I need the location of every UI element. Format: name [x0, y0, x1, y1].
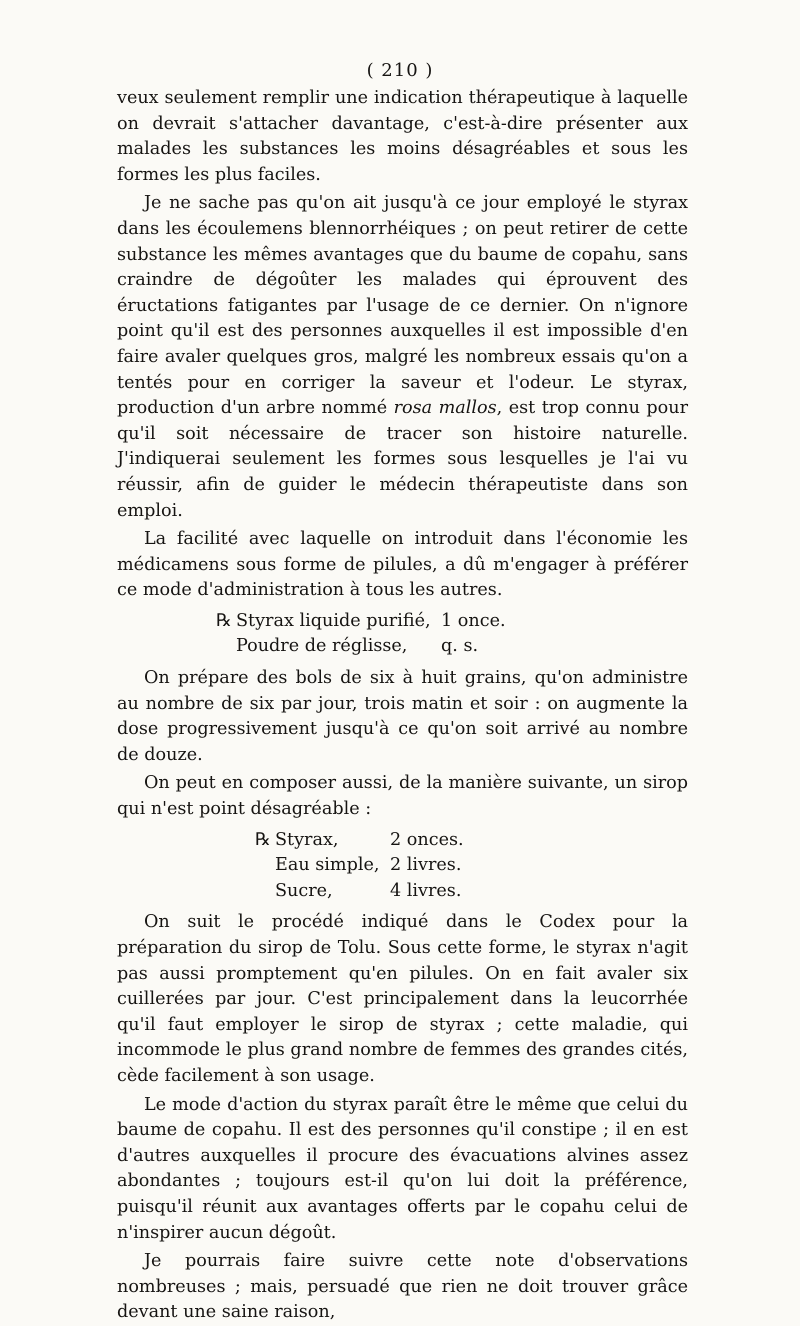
paragraph-3: La facilité avec laquelle on introduit dans l'économie les médicamens sous forme de pilules, a dû m'engager à préférer ce mode d'administration à tous les autres.	[117, 529, 688, 601]
paragraph-2	[117, 191, 688, 524]
recipe-row	[255, 879, 688, 905]
recipe-row	[255, 828, 688, 854]
ingredient-qty: q. s.	[441, 636, 479, 657]
ingredient-name: Poudre de réglisse,	[236, 636, 408, 657]
ingredient-qty: 2 onces.	[390, 829, 464, 850]
recipe-row	[216, 609, 688, 635]
paragraph-2-text-a: Je ne sache pas qu'on ait jusqu'à ce jour employé le styrax dans les écoulemens blennorrhéiques ; on peut retirer de cette substance les mêmes avantages que du baume de copahu, sans craindre de dégoûter les malades qui éprouvent des éructations fatigantes par l'usage de ce dernier. On n'ignore point qu'il est des personnes auxquelles il est impossible d'en faire avaler quelques gros, malgré les nombreux essais qu'on a tentés pour en corriger la saveur et l'odeur. Le styrax, production d'un arbre nommé	[117, 193, 688, 419]
recipe-row	[216, 634, 688, 660]
paragraph-4: On prépare des bols de six à huit grains, qu'on administre au nombre de six par jour, trois matin et soir : on augmente la dose progressivement jusqu'à ce qu'on soit arrivé au nombre de douze.	[117, 668, 688, 765]
ingredient-name: Sucre,	[275, 880, 333, 901]
ingredient-name: Eau simple,	[275, 855, 380, 876]
ingredient-name: Styrax,	[275, 829, 339, 850]
paragraph-8: Je pourrais faire suivre cette note d'observations nombreuses ; mais, persuadé que rien ne doit trouver grâce devant une saine raison,	[117, 1251, 688, 1323]
page-body	[117, 86, 688, 1326]
page-number: ( 210 )	[366, 60, 434, 81]
ingredient-qty: 2 livres.	[390, 855, 462, 876]
recipe-symbol: ℞	[216, 610, 232, 631]
paragraph-7: Le mode d'action du styrax paraît être le même que celui du baume de copahu. Il est des personnes qu'il constipe ; il en est d'autres auxquelles il procure des évacuations alvines assez abondantes ; toujours est-il qu'on lui doit la préférence, puisqu'il réunit aux avantages offerts par le copahu celui de n'inspirer aucun dégoût.	[117, 1094, 688, 1243]
ingredient-qty: 1 once.	[441, 610, 506, 631]
paragraph-2-text-b: , est trop connu pour qu'il soit nécessaire de tracer son histoire naturelle. J'indiquerai seulement les formes sous lesquelles je l'ai vu réussir, afin de guider le médecin thérapeutiste dans son emploi.	[117, 398, 688, 521]
ingredient-name: Styrax liquide purifié,	[236, 610, 431, 631]
recipe-row	[255, 853, 688, 879]
paragraph-5: On peut en composer aussi, de la manière suivante, un sirop qui n'est point désagréable :	[117, 773, 688, 820]
recipe-syrup	[117, 828, 688, 905]
ingredient-qty: 4 livres.	[390, 880, 462, 901]
recipe-pills	[117, 609, 688, 660]
paragraph-6: On suit le procédé indiqué dans le Codex pour la préparation du sirop de Tolu. Sous cette forme, le styrax n'agit pas aussi promptement qu'en pilules. On en fait avaler six cuillerées par jour. C'est principalement dans la leucorrhée qu'il faut employer le sirop de styrax ; cette maladie, qui incommode le plus grand nombre de femmes des grandes cités, cède facilement à son usage.	[117, 912, 688, 1086]
recipe-symbol: ℞	[255, 829, 271, 850]
paragraph-1: veux seulement remplir une indication thérapeutique à laquelle on devrait s'attacher davantage, c'est-à-dire présenter aux malades les substances les moins désagréables et sous les formes les plus faciles.	[117, 88, 688, 185]
latin-name: rosa mallos	[393, 398, 497, 419]
